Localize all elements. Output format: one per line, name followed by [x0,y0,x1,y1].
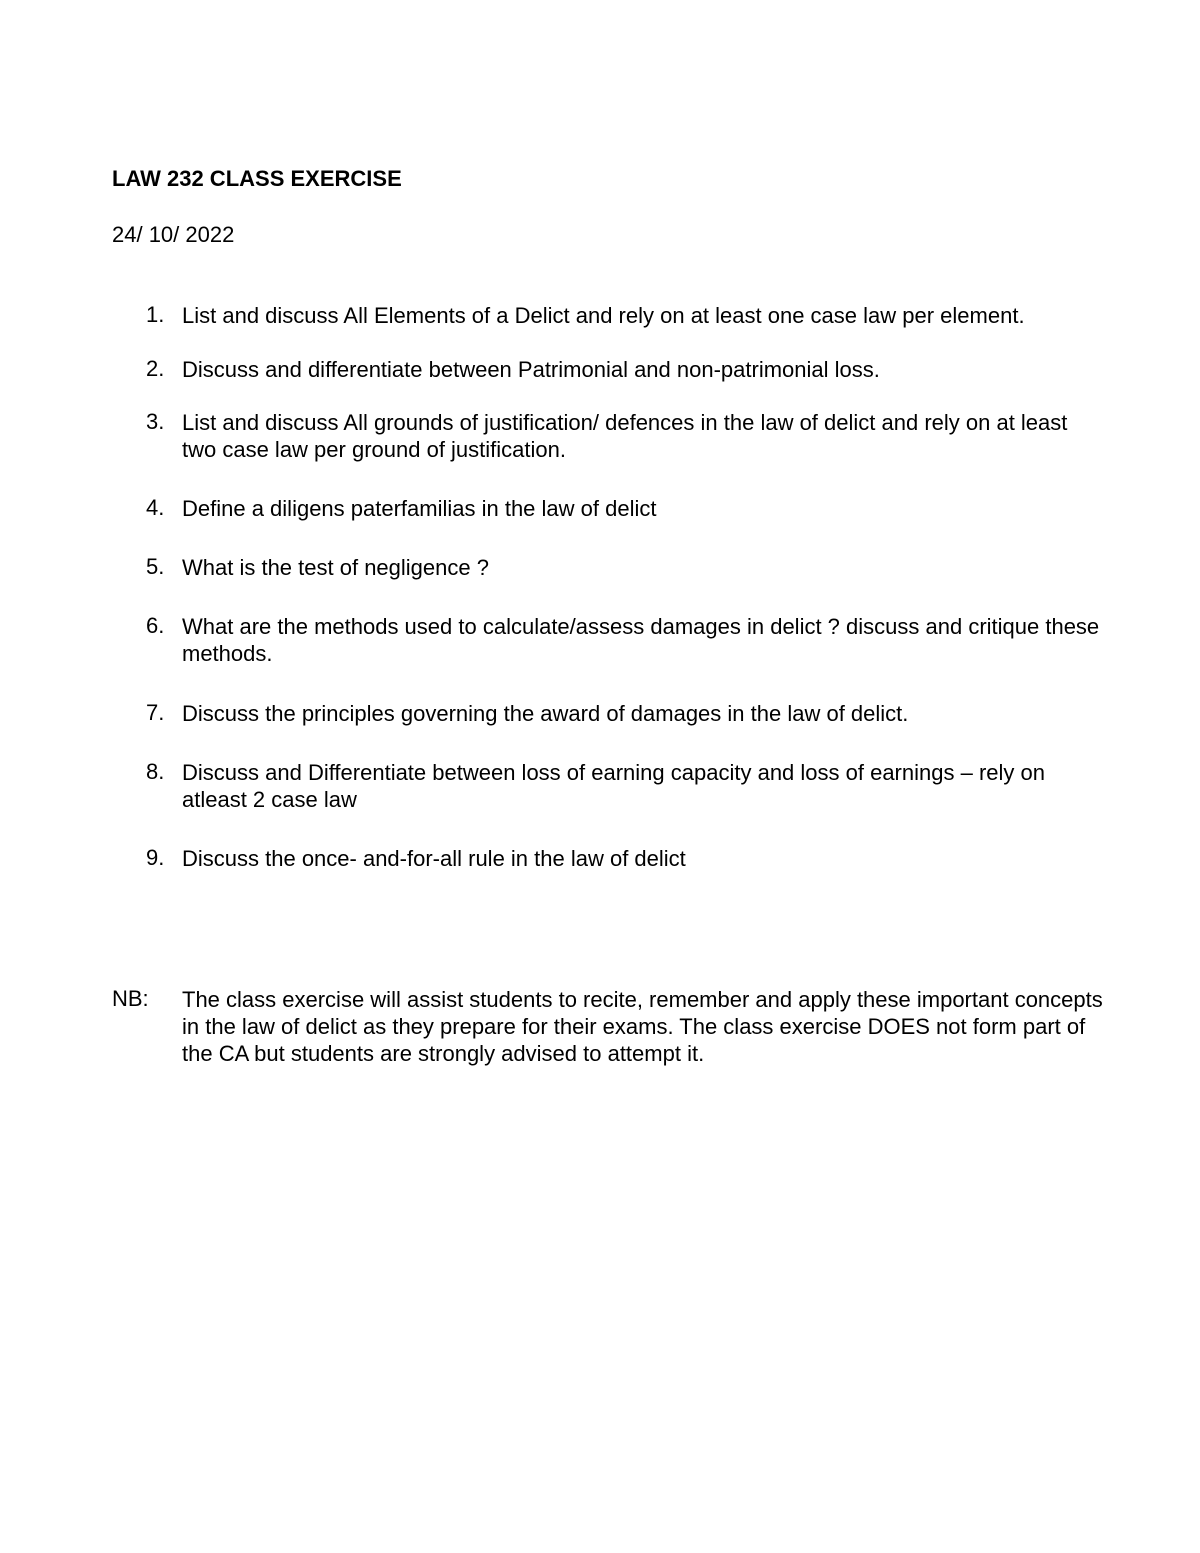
question-number: 8. [146,759,165,784]
note-text: The class exercise will assist students to recite, remember and apply these important concepts in the law of delict as they prepare for their exams. The class exercise DOES not form part of the CA but students are strongly advised to attempt it. [182,987,1103,1066]
question-number: 1. [146,302,165,327]
question-text: What is the test of negligence ? [182,555,489,580]
question-text: Define a diligens paterfamilias in the law of delict [182,496,657,521]
question-text: List and discuss All Elements of a Delict and rely on at least one case law per element. [182,303,1025,328]
note-label: NB: [112,986,149,1011]
question-number: 3. [146,409,165,434]
question-number: 7. [146,700,165,725]
question-number: 5. [146,554,165,579]
question-number: 4. [146,495,165,520]
document-date: 24/ 10/ 2022 [112,222,235,247]
document-title: LAW 232 CLASS EXERCISE [112,166,402,191]
question-text: Discuss the once- and-for-all rule in the law of delict [182,846,686,871]
question-text: List and discuss All grounds of justification/ defences in the law of delict and rely on at least two case law per ground of justification. [182,410,1068,462]
question-text: Discuss and Differentiate between loss of earning capacity and loss of earnings – rely on atleast 2 case law [182,760,1045,812]
question-text: Discuss the principles governing the award of damages in the law of delict. [182,701,909,726]
question-text: What are the methods used to calculate/assess damages in delict ? discuss and critique these methods. [182,614,1100,666]
question-number: 9. [146,845,165,870]
question-text: Discuss and differentiate between Patrimonial and non-patrimonial loss. [182,357,880,382]
question-number: 6. [146,613,165,638]
question-number: 2. [146,356,165,381]
